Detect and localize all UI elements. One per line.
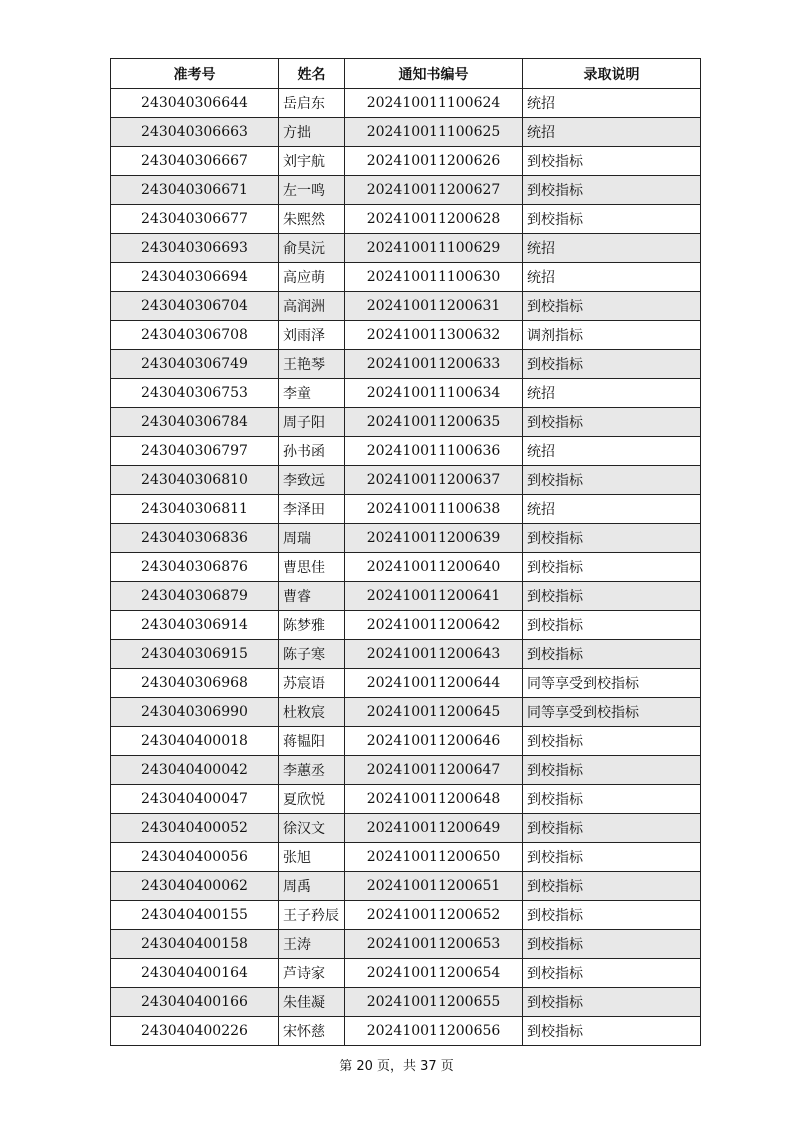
table-row [111,495,701,524]
notice-number-cell: 202410011200646 [345,727,523,756]
exam-number-cell: 243040306836 [111,524,279,553]
header-name: 姓名 [279,59,345,89]
student-name-cell: 夏欣悦 [279,785,345,814]
table-row [111,466,701,495]
student-name-cell: 宋怀慈 [279,1017,345,1046]
exam-number-cell: 243040306811 [111,495,279,524]
notice-number-cell: 202410011200654 [345,959,523,988]
notice-number-cell: 202410011300632 [345,321,523,350]
table-row [111,727,701,756]
admission-note-cell: 到校指标 [523,611,701,640]
table-row [111,901,701,930]
table-row [111,118,701,147]
admission-note-cell: 到校指标 [523,930,701,959]
notice-number-cell: 202410011200635 [345,408,523,437]
table-row [111,872,701,901]
admission-note-cell: 到校指标 [523,1017,701,1046]
student-name-cell: 苏宸语 [279,669,345,698]
admission-note-cell: 到校指标 [523,350,701,379]
student-name-cell: 李泽田 [279,495,345,524]
exam-number-cell: 243040306968 [111,669,279,698]
student-name-cell: 王涛 [279,930,345,959]
table-row [111,263,701,292]
notice-number-cell: 202410011200631 [345,292,523,321]
exam-number-cell: 243040306667 [111,147,279,176]
exam-number-cell: 243040306694 [111,263,279,292]
exam-number-cell: 243040400018 [111,727,279,756]
student-name-cell: 俞昊沅 [279,234,345,263]
exam-number-cell: 243040306990 [111,698,279,727]
exam-number-cell: 243040306753 [111,379,279,408]
exam-number-cell: 243040400158 [111,930,279,959]
student-name-cell: 王子矜辰 [279,901,345,930]
table-row [111,89,701,118]
exam-number-cell: 243040400226 [111,1017,279,1046]
exam-number-cell: 243040400166 [111,988,279,1017]
exam-number-cell: 243040306677 [111,205,279,234]
student-name-cell: 周瑞 [279,524,345,553]
page-number: 第 20 页，共 37 页 [339,1059,454,1074]
student-name-cell: 李蕙丞 [279,756,345,785]
notice-number-cell: 202410011200626 [345,147,523,176]
admission-note-cell: 同等享受到校指标 [523,669,701,698]
notice-number-cell: 202410011200645 [345,698,523,727]
admission-note-cell: 到校指标 [523,524,701,553]
admission-note-cell: 到校指标 [523,727,701,756]
admission-note-cell: 到校指标 [523,872,701,901]
table-row [111,669,701,698]
table-row [111,147,701,176]
student-name-cell: 杜敉宸 [279,698,345,727]
admission-note-cell: 到校指标 [523,553,701,582]
student-name-cell: 方拙 [279,118,345,147]
notice-number-cell: 202410011200653 [345,930,523,959]
exam-number-cell: 243040306693 [111,234,279,263]
table-header-row [111,59,701,89]
notice-number-cell: 202410011200627 [345,176,523,205]
notice-number-cell: 202410011100624 [345,89,523,118]
student-name-cell: 岳启东 [279,89,345,118]
admission-note-cell: 到校指标 [523,640,701,669]
table-row [111,205,701,234]
table-row [111,698,701,727]
header-exam-number: 准考号 [111,59,279,89]
table-row [111,1017,701,1046]
exam-number-cell: 243040306704 [111,292,279,321]
exam-number-cell: 243040306708 [111,321,279,350]
header-admission-note: 录取说明 [523,59,701,89]
table-row [111,640,701,669]
notice-number-cell: 202410011200651 [345,872,523,901]
notice-number-cell: 202410011200642 [345,611,523,640]
notice-number-cell: 202410011100634 [345,379,523,408]
admission-note-cell: 调剂指标 [523,321,701,350]
student-name-cell: 刘雨泽 [279,321,345,350]
student-name-cell: 周子阳 [279,408,345,437]
exam-number-cell: 243040306663 [111,118,279,147]
admission-note-cell: 统招 [523,118,701,147]
notice-number-cell: 202410011200655 [345,988,523,1017]
table-row [111,234,701,263]
table-body [111,89,701,1046]
exam-number-cell: 243040306810 [111,466,279,495]
student-name-cell: 朱熙然 [279,205,345,234]
exam-number-cell: 243040400042 [111,756,279,785]
admission-note-cell: 到校指标 [523,988,701,1017]
student-name-cell: 陈子寒 [279,640,345,669]
table-row [111,611,701,640]
table-row [111,814,701,843]
student-name-cell: 王艳琴 [279,350,345,379]
table-row [111,321,701,350]
admission-note-cell: 到校指标 [523,176,701,205]
table-row [111,292,701,321]
admission-note-cell: 统招 [523,495,701,524]
admission-note-cell: 到校指标 [523,843,701,872]
table-row [111,379,701,408]
admission-note-cell: 统招 [523,234,701,263]
student-name-cell: 孙书函 [279,437,345,466]
admission-table [110,58,701,1046]
student-name-cell: 左一鸣 [279,176,345,205]
notice-number-cell: 202410011100638 [345,495,523,524]
header-notice-number: 通知书编号 [345,59,523,89]
table-row [111,176,701,205]
student-name-cell: 朱佳凝 [279,988,345,1017]
notice-number-cell: 202410011200650 [345,843,523,872]
notice-number-cell: 202410011200656 [345,1017,523,1046]
notice-number-cell: 202410011200648 [345,785,523,814]
exam-number-cell: 243040400155 [111,901,279,930]
exam-number-cell: 243040306797 [111,437,279,466]
exam-number-cell: 243040306915 [111,640,279,669]
table-row [111,437,701,466]
notice-number-cell: 202410011200644 [345,669,523,698]
exam-number-cell: 243040400164 [111,959,279,988]
table-row [111,582,701,611]
admission-note-cell: 统招 [523,89,701,118]
notice-number-cell: 202410011200641 [345,582,523,611]
admission-note-cell: 到校指标 [523,756,701,785]
exam-number-cell: 243040306671 [111,176,279,205]
table-row [111,930,701,959]
admission-note-cell: 到校指标 [523,408,701,437]
student-name-cell: 曹睿 [279,582,345,611]
student-name-cell: 高润洲 [279,292,345,321]
table-row [111,959,701,988]
exam-number-cell: 243040400056 [111,843,279,872]
table-row [111,350,701,379]
table-row [111,408,701,437]
student-name-cell: 陈梦雅 [279,611,345,640]
notice-number-cell: 202410011200640 [345,553,523,582]
exam-number-cell: 243040306876 [111,553,279,582]
student-name-cell: 徐汉文 [279,814,345,843]
student-name-cell: 李童 [279,379,345,408]
notice-number-cell: 202410011200649 [345,814,523,843]
notice-number-cell: 202410011200652 [345,901,523,930]
exam-number-cell: 243040306879 [111,582,279,611]
notice-number-cell: 202410011200637 [345,466,523,495]
table-row [111,843,701,872]
notice-number-cell: 202410011100636 [345,437,523,466]
notice-number-cell: 202410011100629 [345,234,523,263]
admission-note-cell: 到校指标 [523,466,701,495]
admission-note-cell: 同等享受到校指标 [523,698,701,727]
table-row [111,756,701,785]
notice-number-cell: 202410011200643 [345,640,523,669]
student-name-cell: 芦诗家 [279,959,345,988]
student-name-cell: 高应萌 [279,263,345,292]
exam-number-cell: 243040306914 [111,611,279,640]
admission-note-cell: 统招 [523,437,701,466]
admission-note-cell: 到校指标 [523,901,701,930]
notice-number-cell: 202410011200639 [345,524,523,553]
admission-note-cell: 统招 [523,263,701,292]
admission-note-cell: 到校指标 [523,582,701,611]
student-name-cell: 曹思佳 [279,553,345,582]
exam-number-cell: 243040306749 [111,350,279,379]
notice-number-cell: 202410011200628 [345,205,523,234]
student-name-cell: 刘宇航 [279,147,345,176]
student-name-cell: 蒋韫阳 [279,727,345,756]
admission-note-cell: 到校指标 [523,292,701,321]
notice-number-cell: 202410011200633 [345,350,523,379]
student-name-cell: 周禹 [279,872,345,901]
admission-note-cell: 到校指标 [523,814,701,843]
admission-note-cell: 统招 [523,379,701,408]
exam-number-cell: 243040306784 [111,408,279,437]
admission-note-cell: 到校指标 [523,959,701,988]
notice-number-cell: 202410011100625 [345,118,523,147]
student-name-cell: 李致远 [279,466,345,495]
notice-number-cell: 202410011100630 [345,263,523,292]
table-row [111,988,701,1017]
notice-number-cell: 202410011200647 [345,756,523,785]
admission-note-cell: 到校指标 [523,785,701,814]
admission-note-cell: 到校指标 [523,147,701,176]
exam-number-cell: 243040400047 [111,785,279,814]
table-row [111,785,701,814]
table-row [111,524,701,553]
exam-number-cell: 243040306644 [111,89,279,118]
student-name-cell: 张旭 [279,843,345,872]
table-row [111,553,701,582]
admission-note-cell: 到校指标 [523,205,701,234]
exam-number-cell: 243040400062 [111,872,279,901]
exam-number-cell: 243040400052 [111,814,279,843]
